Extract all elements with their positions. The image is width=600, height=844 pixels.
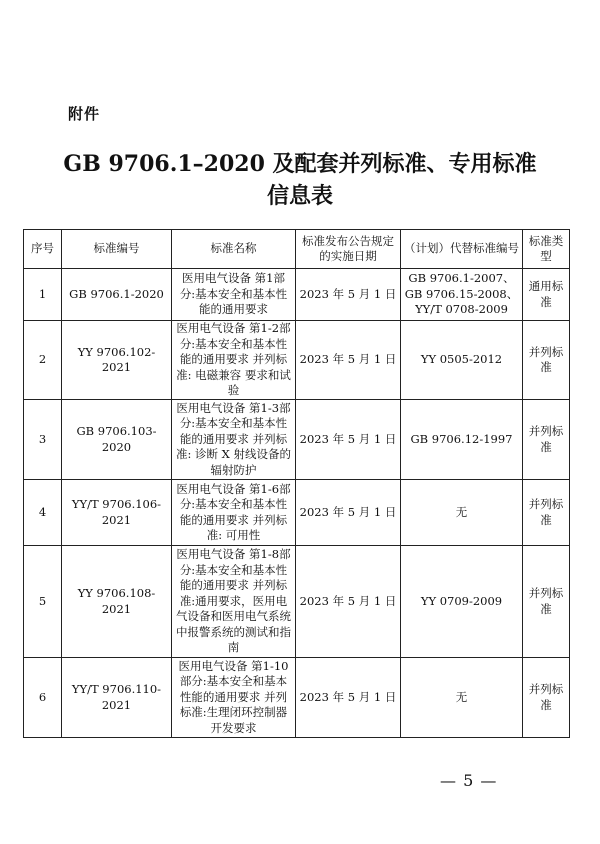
cell-code: GB 9706.1-2020 <box>62 269 172 321</box>
cell-replaces: YY 0505-2012 <box>401 321 523 400</box>
cell-date: 2023 年 5 月 1 日 <box>296 658 401 738</box>
cell-code: YY/T 9706.110-2021 <box>62 658 172 738</box>
cell-replaces: GB 9706.1-2007、GB 9706.15-2008、YY/T 0708-2009 <box>401 269 523 321</box>
cell-name: 医用电气设备 第1-2部分:基本安全和基本性能的通用要求 并列标准: 电磁兼容 要求和试验 <box>172 321 296 400</box>
cell-type: 并列标准 <box>523 658 570 738</box>
cell-date: 2023 年 5 月 1 日 <box>296 269 401 321</box>
cell-name: 医用电气设备 第1-10部分:基本安全和基本性能的通用要求 并列标准:生理闭环控制器开发要求 <box>172 658 296 738</box>
table-row <box>24 269 570 321</box>
cell-replaces: 无 <box>401 658 523 738</box>
page-number: — 5 — <box>440 771 498 790</box>
cell-serial: 6 <box>24 658 62 738</box>
cell-type: 并列标准 <box>523 400 570 480</box>
cell-replaces: GB 9706.12-1997 <box>401 400 523 480</box>
header-name: 标准名称 <box>172 230 296 269</box>
cell-date: 2023 年 5 月 1 日 <box>296 400 401 480</box>
cell-type: 通用标准 <box>523 269 570 321</box>
cell-date: 2023 年 5 月 1 日 <box>296 321 401 400</box>
cell-date: 2023 年 5 月 1 日 <box>296 546 401 658</box>
cell-code: YY/T 9706.106-2021 <box>62 480 172 546</box>
header-type: 标准类型 <box>523 230 570 269</box>
cell-code: YY 9706.108-2021 <box>62 546 172 658</box>
header-code: 标准编号 <box>62 230 172 269</box>
cell-serial: 1 <box>24 269 62 321</box>
header-replaces: （计划）代替标准编号 <box>401 230 523 269</box>
cell-serial: 2 <box>24 321 62 400</box>
document-title: GB 9706.1–2020 及配套并列标准、专用标准 <box>63 151 537 177</box>
cell-replaces: 无 <box>401 480 523 546</box>
table-row <box>24 400 570 480</box>
cell-type: 并列标准 <box>523 321 570 400</box>
cell-serial: 5 <box>24 546 62 658</box>
table-row <box>24 546 570 658</box>
cell-name: 医用电气设备 第1-8部分:基本安全和基本性能的通用要求 并列标准:通用要求，医用电气设备和医用电气系统中报警系统的测试和指南 <box>172 546 296 658</box>
cell-replaces: YY 0709-2009 <box>401 546 523 658</box>
document-title-line2: 信息表 <box>266 183 333 209</box>
cell-date: 2023 年 5 月 1 日 <box>296 480 401 546</box>
table-row <box>24 658 570 738</box>
cell-name: 医用电气设备 第1-6部分:基本安全和基本性能的通用要求 并列标准: 可用性 <box>172 480 296 546</box>
cell-type: 并列标准 <box>523 480 570 546</box>
annex-label: 附件 <box>68 105 101 123</box>
cell-name: 医用电气设备 第1-3部分:基本安全和基本性能的通用要求 并列标准: 诊断 X 射线设备的辐射防护 <box>172 400 296 480</box>
cell-name: 医用电气设备 第1部分:基本安全和基本性能的通用要求 <box>172 269 296 321</box>
cell-serial: 3 <box>24 400 62 480</box>
cell-serial: 4 <box>24 480 62 546</box>
table-row <box>24 480 570 546</box>
cell-code: YY 9706.102-2021 <box>62 321 172 400</box>
header-date: 标准发布公告规定的实施日期 <box>296 230 401 269</box>
table-row <box>24 321 570 400</box>
cell-code: GB 9706.103-2020 <box>62 400 172 480</box>
standards-table <box>23 229 570 738</box>
header-serial: 序号 <box>24 230 62 269</box>
cell-type: 并列标准 <box>523 546 570 658</box>
table-header-row <box>24 230 570 269</box>
